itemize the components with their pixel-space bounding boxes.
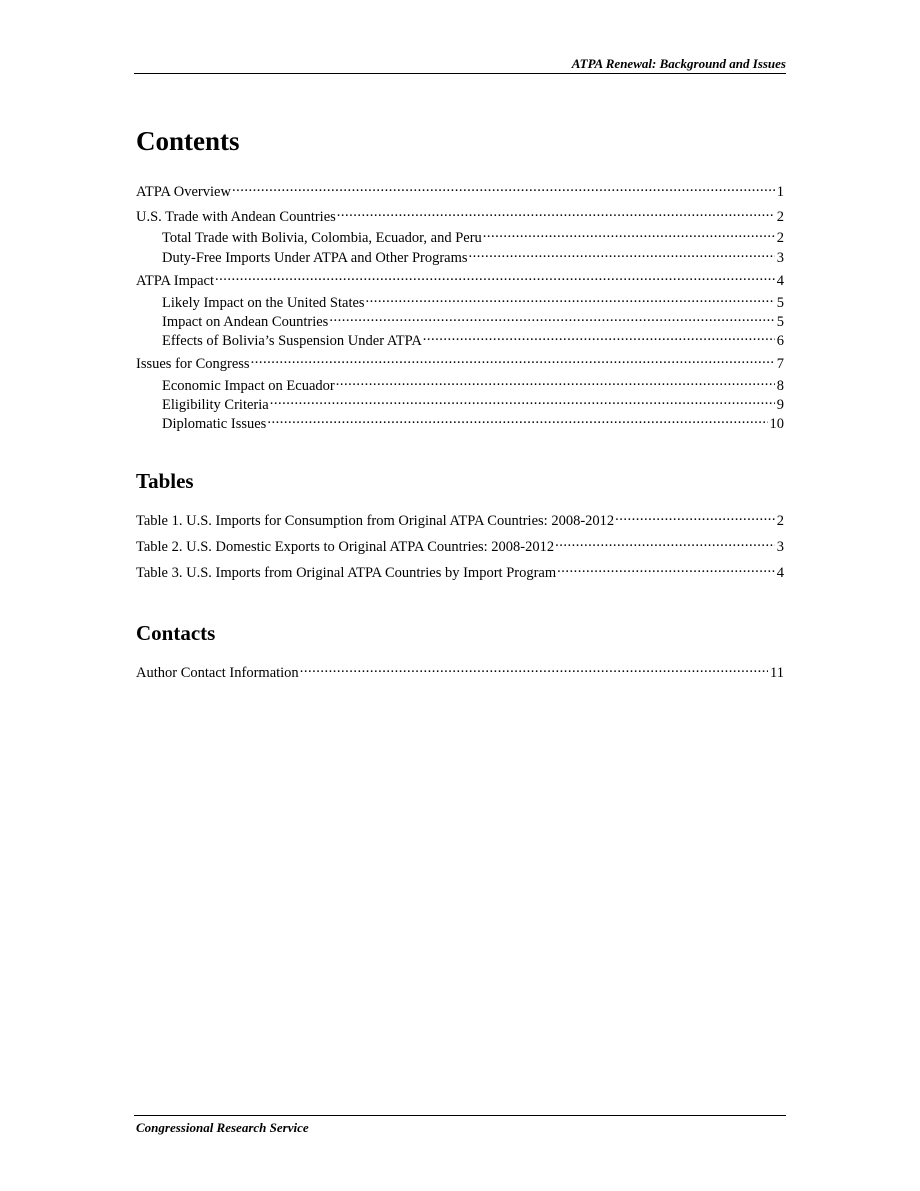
dot-leader bbox=[337, 203, 775, 221]
toc-entry-economic-ecuador[interactable] bbox=[162, 372, 784, 394]
toc-page-number: 10 bbox=[769, 416, 784, 432]
toc-page-number: 3 bbox=[776, 250, 784, 266]
toc-entry-us-trade-andean[interactable] bbox=[136, 203, 784, 225]
toc-entry-label: Economic Impact on Ecuador bbox=[162, 378, 335, 394]
dot-leader bbox=[336, 372, 775, 390]
toc-entry-label: U.S. Trade with Andean Countries bbox=[136, 209, 336, 225]
toc-page-number: 4 bbox=[776, 273, 784, 289]
toc-entry-label: Duty-Free Imports Under ATPA and Other Programs bbox=[162, 250, 468, 266]
toc-entry-label: Eligibility Criteria bbox=[162, 397, 269, 413]
toc-entry-impact-andean[interactable] bbox=[162, 308, 784, 330]
toc-page-number: 11 bbox=[770, 665, 784, 681]
toc-entry-author-contact[interactable] bbox=[136, 659, 784, 681]
toc-page-number: 8 bbox=[776, 378, 784, 394]
toc-entry-table-3[interactable] bbox=[136, 559, 784, 581]
contents-heading: Contents bbox=[136, 126, 240, 156]
running-header: ATPA Renewal: Background and Issues bbox=[571, 56, 786, 71]
dot-leader bbox=[469, 244, 775, 262]
dot-leader bbox=[483, 224, 775, 242]
toc-page-number: 3 bbox=[776, 539, 784, 555]
dot-leader bbox=[423, 327, 775, 345]
dot-leader bbox=[557, 559, 775, 577]
toc-entry-duty-free-imports[interactable] bbox=[162, 244, 784, 266]
tables-heading: Tables bbox=[136, 469, 194, 493]
toc-entry-diplomatic[interactable] bbox=[162, 410, 784, 432]
toc-entry-label: Impact on Andean Countries bbox=[162, 314, 329, 330]
toc-entry-table-1[interactable] bbox=[136, 507, 784, 529]
dot-leader bbox=[215, 267, 775, 285]
dot-leader bbox=[267, 410, 767, 428]
dot-leader bbox=[555, 533, 775, 551]
toc-page-number: 2 bbox=[776, 513, 784, 529]
dot-leader bbox=[251, 350, 775, 368]
dot-leader bbox=[615, 507, 775, 525]
toc-entry-label: Author Contact Information bbox=[136, 665, 299, 681]
toc-entry-label: Issues for Congress bbox=[136, 356, 250, 372]
toc-entry-atpa-overview[interactable] bbox=[136, 178, 784, 200]
toc-page-number: 4 bbox=[776, 565, 784, 581]
toc-entry-label: Table 1. U.S. Imports for Consumption from Original ATPA Countries: 2008-2012 bbox=[136, 513, 615, 529]
toc-page-number: 2 bbox=[776, 209, 784, 225]
toc-entry-label: Table 3. U.S. Imports from Original ATPA Countries by Import Program bbox=[136, 565, 557, 581]
toc-entry-total-trade[interactable] bbox=[162, 224, 784, 246]
dot-leader bbox=[300, 659, 768, 677]
toc-entry-eligibility[interactable] bbox=[162, 391, 784, 413]
header-rule bbox=[134, 73, 786, 74]
toc-entry-atpa-impact[interactable] bbox=[136, 267, 784, 289]
footer-rule bbox=[134, 1115, 786, 1116]
contacts-heading: Contacts bbox=[136, 621, 216, 645]
toc-page-number: 1 bbox=[776, 184, 784, 200]
toc-entry-label: Effects of Bolivia’s Suspension Under ATPA bbox=[162, 333, 422, 349]
toc-entry-table-2[interactable] bbox=[136, 533, 784, 555]
toc-entry-impact-us[interactable] bbox=[162, 289, 784, 311]
dot-leader bbox=[270, 391, 775, 409]
toc-page-number: 7 bbox=[776, 356, 784, 372]
toc-entry-label: Table 2. U.S. Domestic Exports to Original ATPA Countries: 2008-2012 bbox=[136, 539, 555, 555]
running-footer: Congressional Research Service bbox=[136, 1120, 309, 1135]
toc-entry-bolivia-suspension[interactable] bbox=[162, 327, 784, 349]
toc-entry-issues-congress[interactable] bbox=[136, 350, 784, 372]
toc-page-number: 6 bbox=[776, 333, 784, 349]
toc-entry-label: Total Trade with Bolivia, Colombia, Ecuador, and Peru bbox=[162, 230, 482, 246]
toc-entry-label: Likely Impact on the United States bbox=[162, 295, 365, 311]
toc-entry-label: Diplomatic Issues bbox=[162, 416, 267, 432]
toc-page-number: 5 bbox=[776, 314, 784, 330]
toc-page-number: 9 bbox=[776, 397, 784, 413]
toc-entry-label: ATPA Overview bbox=[136, 184, 231, 200]
dot-leader bbox=[329, 308, 774, 326]
toc-entry-label: ATPA Impact bbox=[136, 273, 215, 289]
dot-leader bbox=[232, 178, 775, 196]
toc-page-number: 5 bbox=[776, 295, 784, 311]
toc-page-number: 2 bbox=[776, 230, 784, 246]
dot-leader bbox=[366, 289, 775, 307]
